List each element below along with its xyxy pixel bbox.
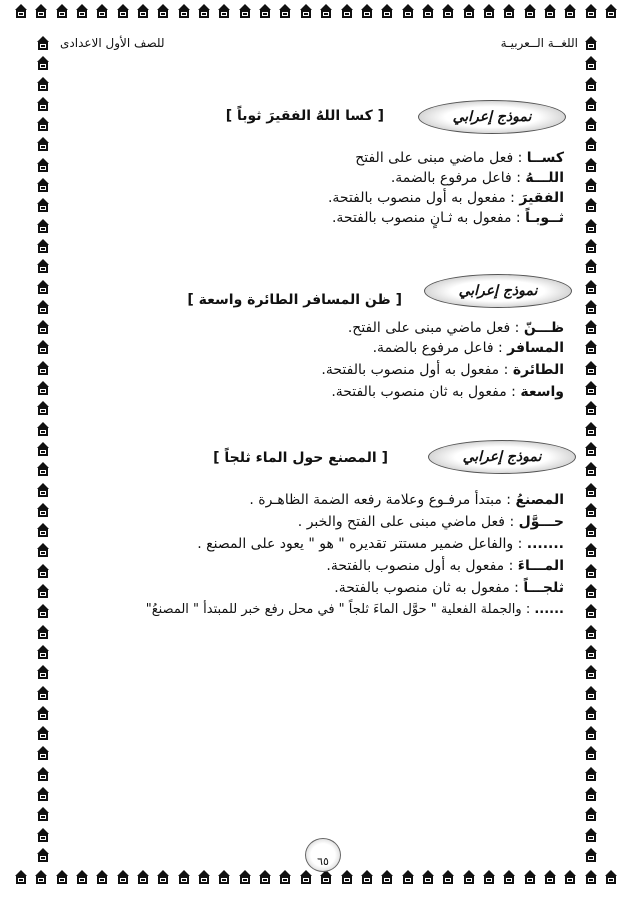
parse-line: اللـــهُ : فاعل مرفوع بالضمة. — [390, 170, 564, 186]
border-house-icon — [278, 870, 292, 886]
border-house-icon — [36, 726, 50, 742]
border-house-icon — [421, 4, 435, 20]
border-house-icon — [177, 4, 191, 20]
example-1-sentence: [ كسا اللهُ الفقيرَ ثوباً ] — [225, 108, 384, 124]
border-house-icon — [401, 4, 415, 20]
border-house-icon — [584, 503, 598, 519]
border-house-icon — [604, 4, 618, 20]
border-house-icon — [584, 198, 598, 214]
border-house-icon — [584, 462, 598, 478]
border-house-icon — [36, 280, 50, 296]
border-house-icon — [36, 137, 50, 153]
example-1-badge: نموذج إعرابي — [418, 100, 566, 134]
border-house-icon — [584, 422, 598, 438]
border-house-icon — [584, 686, 598, 702]
border-house-icon — [36, 686, 50, 702]
top-border — [14, 4, 618, 26]
border-house-icon — [36, 158, 50, 174]
border-house-icon — [502, 4, 516, 20]
border-house-icon — [584, 340, 598, 356]
border-house-icon — [55, 870, 69, 886]
border-house-icon — [197, 4, 211, 20]
border-house-icon — [36, 543, 50, 559]
border-house-icon — [584, 97, 598, 113]
grade-label: للصف الأول الاعدادى — [60, 36, 165, 50]
border-house-icon — [75, 4, 89, 20]
example-3-badge: نموذج إعرابي — [428, 440, 576, 474]
border-house-icon — [543, 870, 557, 886]
border-house-icon — [563, 4, 577, 20]
border-house-icon — [584, 381, 598, 397]
right-border — [584, 36, 606, 864]
border-house-icon — [584, 442, 598, 458]
border-house-icon — [584, 584, 598, 600]
border-house-icon — [36, 401, 50, 417]
example-2-badge: نموذج إعرابي — [424, 274, 572, 308]
border-house-icon — [36, 178, 50, 194]
border-house-icon — [584, 543, 598, 559]
parse-line: ...... : والجملة الفعلية " حوَّل الماءَ ثلجاً " في محل رفع خبر للمبتدأ " المصنعُ" — [145, 602, 564, 617]
border-house-icon — [238, 4, 252, 20]
bottom-border — [14, 870, 618, 892]
border-house-icon — [584, 56, 598, 72]
border-house-icon — [584, 280, 598, 296]
parse-line: الفقيرَ : مفعول به أول منصوب بالفتحة. — [327, 190, 564, 206]
border-house-icon — [299, 870, 313, 886]
border-house-icon — [258, 870, 272, 886]
border-house-icon — [482, 870, 496, 886]
border-house-icon — [36, 828, 50, 844]
border-house-icon — [584, 4, 598, 20]
border-house-icon — [75, 870, 89, 886]
example-3-sentence: [ المصنع حول الماء ثلجاً ] — [213, 450, 388, 466]
border-house-icon — [360, 870, 374, 886]
border-house-icon — [258, 4, 272, 20]
border-house-icon — [36, 523, 50, 539]
border-house-icon — [14, 870, 28, 886]
border-house-icon — [36, 340, 50, 356]
border-house-icon — [584, 158, 598, 174]
border-house-icon — [462, 870, 476, 886]
border-house-icon — [360, 4, 374, 20]
border-house-icon — [34, 4, 48, 20]
page-number: ٦٥ — [305, 838, 341, 872]
border-house-icon — [584, 564, 598, 580]
border-house-icon — [36, 97, 50, 113]
border-house-icon — [36, 604, 50, 620]
border-house-icon — [441, 870, 455, 886]
border-house-icon — [95, 4, 109, 20]
parse-line: المسافر : فاعل مرفوع بالضمة. — [372, 340, 564, 356]
border-house-icon — [319, 870, 333, 886]
border-house-icon — [36, 787, 50, 803]
border-house-icon — [116, 4, 130, 20]
border-house-icon — [543, 4, 557, 20]
border-house-icon — [36, 300, 50, 316]
border-house-icon — [584, 625, 598, 641]
border-house-icon — [584, 706, 598, 722]
border-house-icon — [36, 77, 50, 93]
border-house-icon — [36, 807, 50, 823]
parse-line: واسعة : مفعول به ثان منصوب بالفتحة. — [331, 384, 564, 400]
border-house-icon — [584, 361, 598, 377]
border-house-icon — [584, 36, 598, 52]
border-house-icon — [604, 870, 618, 886]
border-house-icon — [238, 870, 252, 886]
border-house-icon — [36, 767, 50, 783]
border-house-icon — [523, 4, 537, 20]
border-house-icon — [136, 870, 150, 886]
border-house-icon — [278, 4, 292, 20]
border-house-icon — [584, 746, 598, 762]
border-house-icon — [584, 807, 598, 823]
border-house-icon — [36, 584, 50, 600]
border-house-icon — [401, 870, 415, 886]
border-house-icon — [156, 4, 170, 20]
border-house-icon — [340, 870, 354, 886]
border-house-icon — [340, 4, 354, 20]
border-house-icon — [55, 4, 69, 20]
parse-line: ....... : والفاعل ضمير مستتر تقديره " هو " يعود على المصنع . — [197, 536, 564, 552]
border-house-icon — [36, 503, 50, 519]
parse-line: المـــاءَ : مفعول به أول منصوب بالفتحة. — [326, 558, 564, 574]
border-house-icon — [36, 746, 50, 762]
border-house-icon — [299, 4, 313, 20]
parse-line: ثلجـــاً : مفعول به ثان منصوب بالفتحة. — [334, 580, 564, 596]
border-house-icon — [36, 483, 50, 499]
border-house-icon — [136, 4, 150, 20]
border-house-icon — [36, 564, 50, 580]
border-house-icon — [482, 4, 496, 20]
border-house-icon — [584, 219, 598, 235]
border-house-icon — [36, 198, 50, 214]
example-2-sentence: [ ظن المسافر الطائرة واسعة ] — [187, 292, 402, 308]
border-house-icon — [563, 870, 577, 886]
border-house-icon — [14, 4, 28, 20]
border-house-icon — [36, 462, 50, 478]
border-house-icon — [584, 604, 598, 620]
border-house-icon — [116, 870, 130, 886]
border-house-icon — [36, 848, 50, 864]
border-house-icon — [584, 665, 598, 681]
border-house-icon — [217, 4, 231, 20]
parse-line: المصنعُ : مبتدأ مرفـوع وعلامة رفعه الضمة الظاهـرة . — [249, 492, 564, 508]
border-house-icon — [584, 178, 598, 194]
border-house-icon — [462, 4, 476, 20]
border-house-icon — [177, 870, 191, 886]
border-house-icon — [36, 239, 50, 255]
parse-line: ظـــنّ : فعل ماضي مبنى على الفتح. — [347, 320, 564, 336]
border-house-icon — [584, 259, 598, 275]
left-border — [36, 36, 58, 864]
border-house-icon — [380, 870, 394, 886]
border-house-icon — [584, 137, 598, 153]
border-house-icon — [584, 300, 598, 316]
border-house-icon — [584, 828, 598, 844]
border-house-icon — [523, 870, 537, 886]
border-house-icon — [95, 870, 109, 886]
border-house-icon — [197, 870, 211, 886]
border-house-icon — [36, 320, 50, 336]
border-house-icon — [584, 645, 598, 661]
border-house-icon — [36, 56, 50, 72]
border-house-icon — [36, 259, 50, 275]
border-house-icon — [584, 767, 598, 783]
border-house-icon — [584, 726, 598, 742]
border-house-icon — [36, 36, 50, 52]
border-house-icon — [36, 361, 50, 377]
border-house-icon — [156, 870, 170, 886]
parse-line: ثــوبـاً : مفعول به ثـانٍ منصوب بالفتحة. — [331, 210, 564, 226]
border-house-icon — [502, 870, 516, 886]
border-house-icon — [584, 77, 598, 93]
border-house-icon — [584, 239, 598, 255]
border-house-icon — [319, 4, 333, 20]
border-house-icon — [36, 381, 50, 397]
border-house-icon — [36, 117, 50, 133]
border-house-icon — [584, 870, 598, 886]
border-house-icon — [380, 4, 394, 20]
border-house-icon — [36, 442, 50, 458]
border-house-icon — [36, 706, 50, 722]
border-house-icon — [36, 422, 50, 438]
border-house-icon — [36, 625, 50, 641]
border-house-icon — [584, 483, 598, 499]
border-house-icon — [217, 870, 231, 886]
border-house-icon — [36, 665, 50, 681]
border-house-icon — [421, 870, 435, 886]
subject-label: اللغــة الــعربيـة — [500, 36, 578, 50]
parse-line: حـــوَّل : فعل ماضي مبنى على الفتح والخبر . — [297, 514, 564, 530]
border-house-icon — [441, 4, 455, 20]
border-house-icon — [584, 523, 598, 539]
border-house-icon — [584, 117, 598, 133]
parse-line: الطائرة : مفعول به أول منصوب بالفتحة. — [321, 362, 564, 378]
border-house-icon — [36, 219, 50, 235]
border-house-icon — [34, 870, 48, 886]
parse-line: كســا : فعل ماضي مبنى على الفتح — [355, 150, 564, 166]
border-house-icon — [584, 848, 598, 864]
border-house-icon — [584, 320, 598, 336]
border-house-icon — [584, 401, 598, 417]
border-house-icon — [36, 645, 50, 661]
page-header — [60, 36, 578, 56]
border-house-icon — [584, 787, 598, 803]
